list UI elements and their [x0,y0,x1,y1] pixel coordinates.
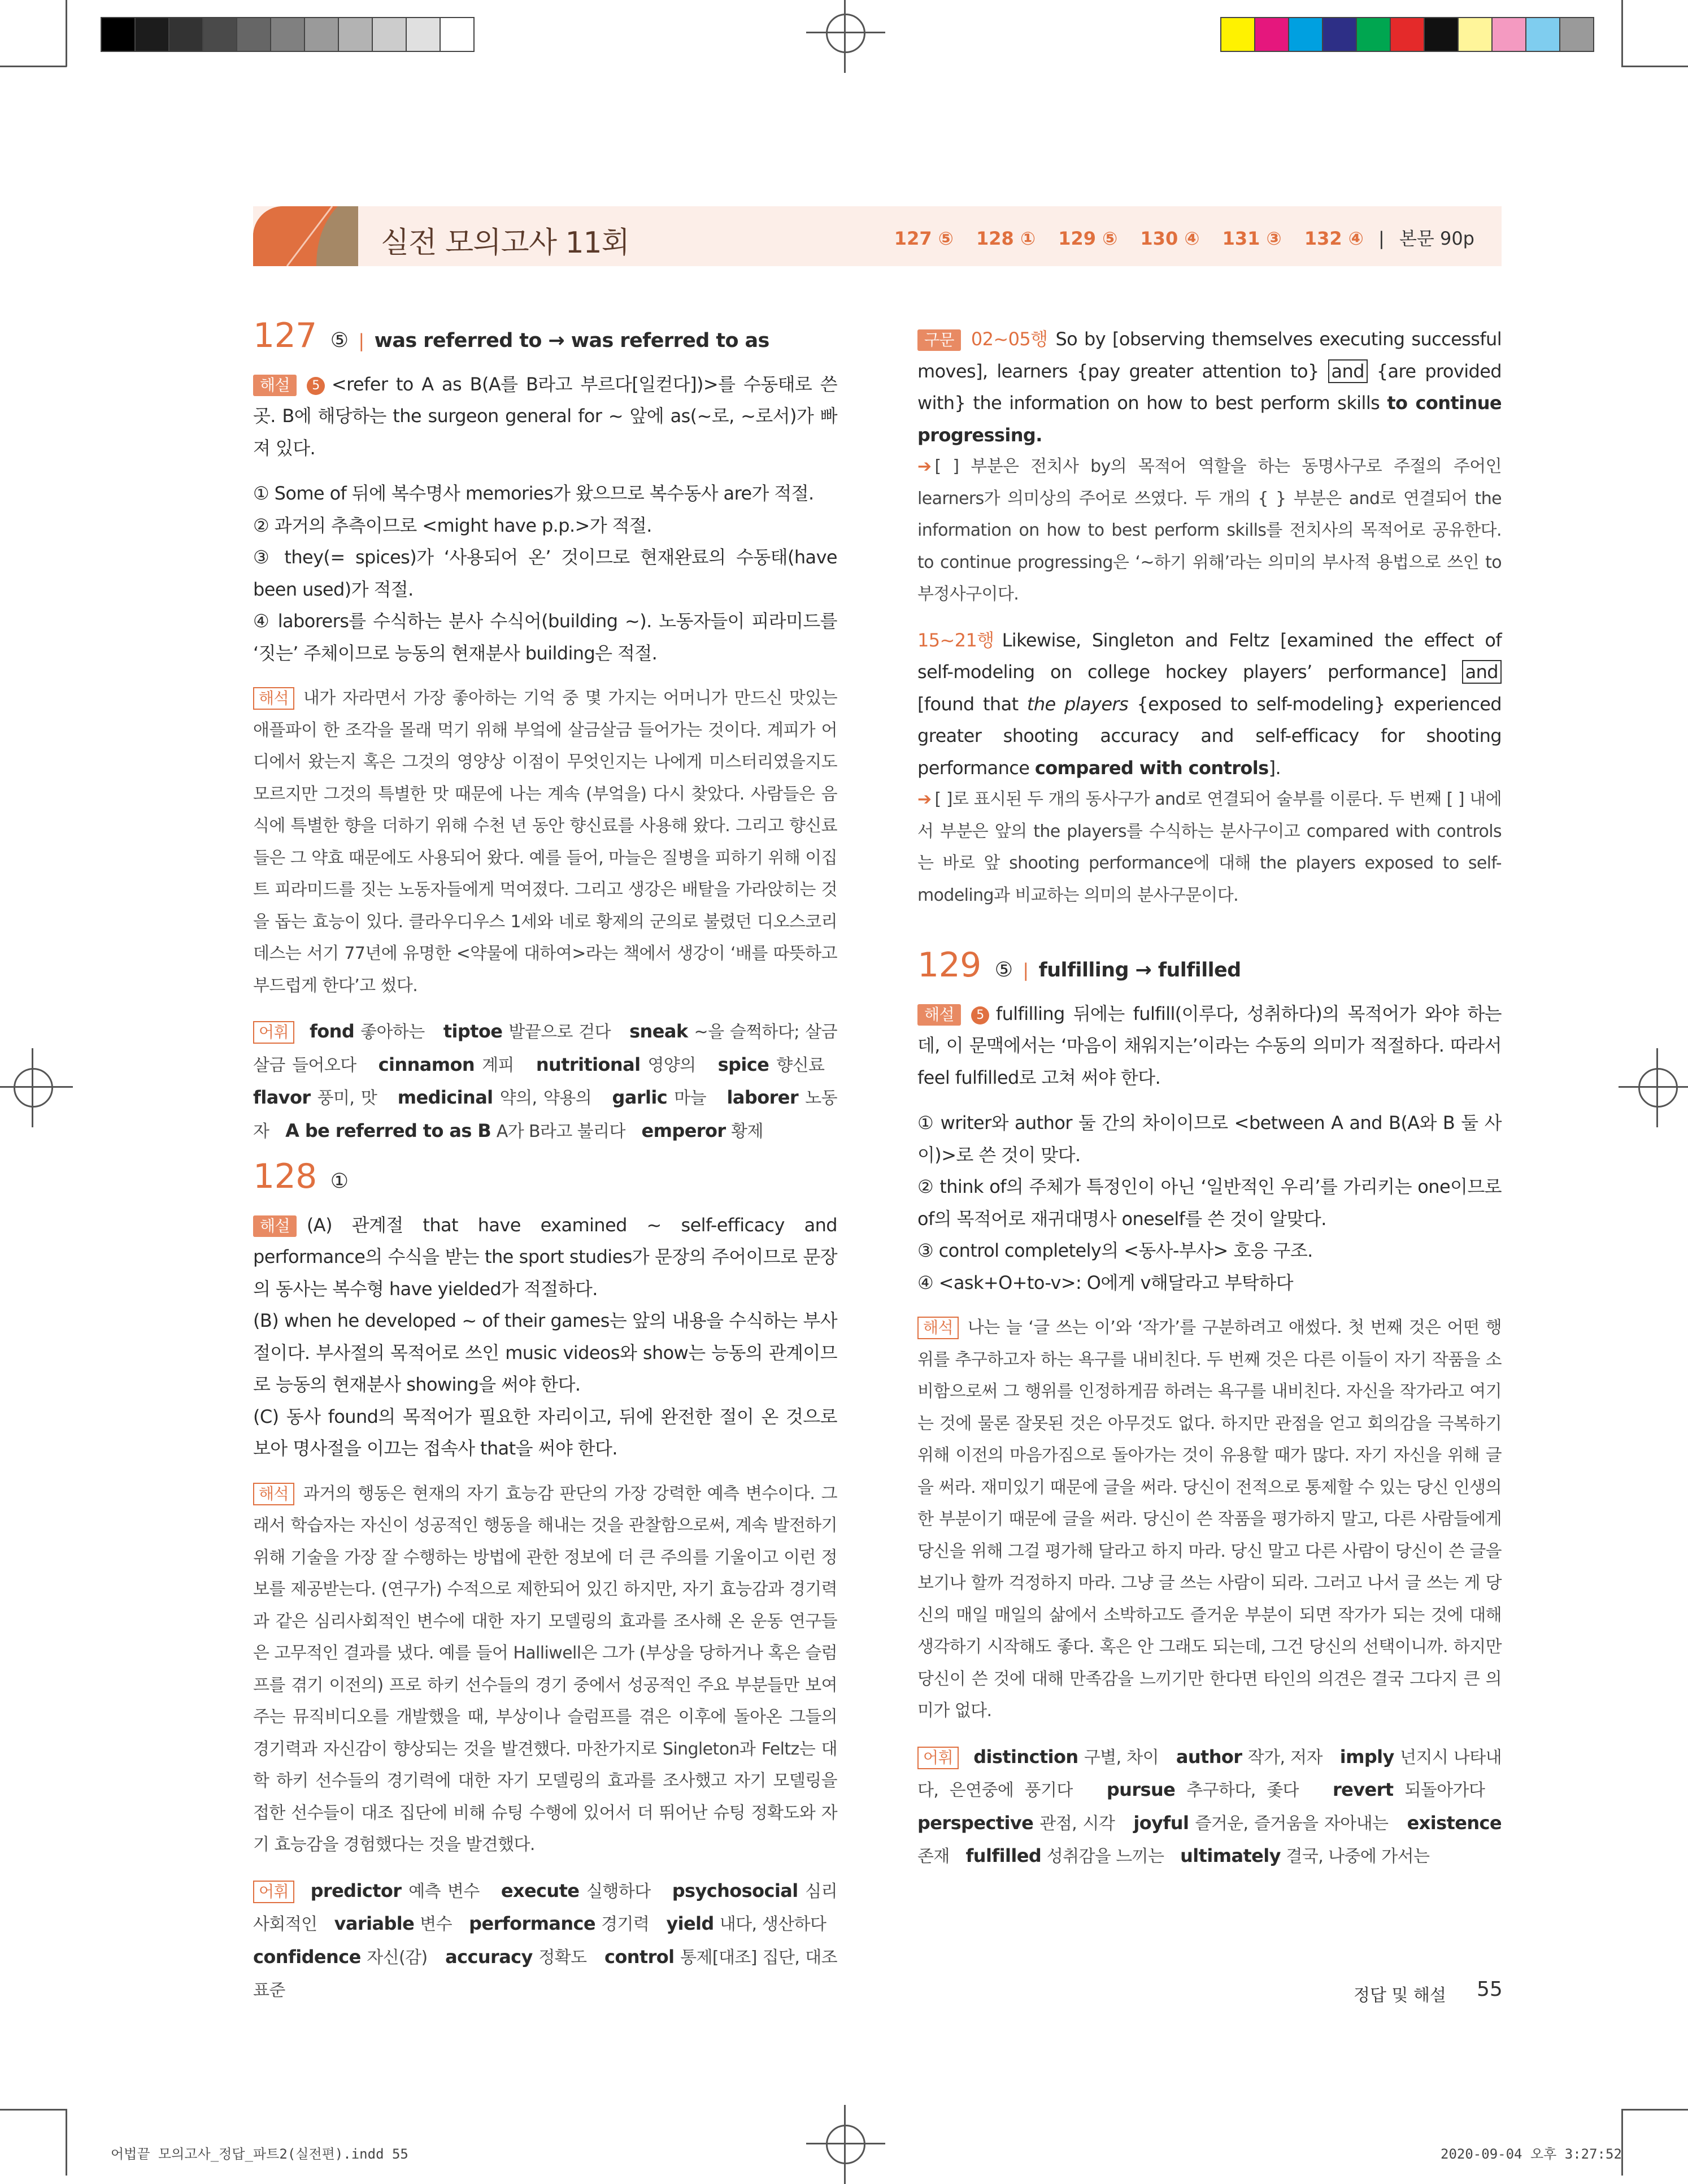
vocab-word: joyful [1133,1812,1189,1834]
tag-translation: 해석 [253,1483,294,1505]
question-number: 128 [253,1157,317,1196]
syntax-text: So by [observing themselves executing successful moves], learners {pay greater attention to} [917,328,1502,382]
tag-vocabulary: 어휘 [253,1021,294,1044]
translation [253,1478,837,1861]
question-number: 129 [917,945,981,985]
vocabulary [253,1875,837,2007]
question-128 [253,1157,838,2007]
crop-mark [0,2109,67,2111]
choice-note: ① Some of 뒤에 복수명사 memories가 왔으므로 복수동사 are가 적절. [253,483,814,504]
vocab-word: distinction [973,1746,1078,1768]
explanation-text: fulfilling 뒤에는 fulfill(이루다, 성취하다)의 목적어가 와야 하는데, 이 문맥에서는 ‘마음이 채워지는’이라는 수동의 의미가 적절하다. 따라서 feel fulfilled로 고쳐 써야 한다. [917,1002,1502,1088]
syntax-sentence-2 [917,624,1502,784]
header-logo [253,206,358,266]
syntax-text: ]. [1268,757,1281,779]
vocab-meaning: 넌지시 나타내다, 은연중에 풍기다 [917,1747,1502,1800]
vocab-meaning: 관점, 시각 [1039,1813,1115,1834]
syntax-italic: the players [1026,693,1129,715]
registration-mark [826,2125,865,2164]
syntax-notes [917,323,1502,911]
vocab-meaning: 추구하다, 좇다 [1186,1781,1299,1800]
registration-mark [826,14,865,53]
vocab-word: yield [666,1913,714,1934]
answer-key: 127 ⑤ [894,228,954,249]
section-header [253,206,1502,266]
question-answer: ⑤ [330,329,349,352]
choice-note: ② think of의 주체가 특정인이 아닌 ‘일반적인 우리’를 가리키는 one이므로 of의 목적어로 재귀대명사 oneself를 쓴 것이 알맞다. [917,1176,1502,1230]
explanation-b: (B) when he developed ~ of their games는 앞의 내용을 수식하는 부사절이다. 부사절의 목적어로 쓰인 music videos와 show는 능동의 관계이므로 능동의 현재분사 showing을 써야 한다. [253,1310,837,1395]
vocab-meaning: A가 B라고 불리다 [496,1121,625,1141]
tag-syntax: 구문 [917,329,961,351]
explanation [253,1209,837,1305]
vocab-word: medicinal [397,1087,493,1108]
translation-text: 나는 늘 ‘글 쓰는 이’와 ‘작가’를 구분하려고 애썼다. 첫 번째 것은 어떤 행위를 추구하고자 하는 욕구를 내비친다. 두 번째 것은 다른 이들이 자기 작품을 소비함으로써 그 행위를 인정하게끔 하려는 욕구를 내비친다. 자신을 작가라고 여기는 것에 물론 잘못된 것은 아무것도 없다. 하지만 관점을 얻고 회의감을 극복하기 위해 이전의 마음가짐으로 돌아가는 것이 유용할 때가 많다. 자기 자신을 위해 글을 써라. 재미있기 때문에 글을 써라. 당신이 전적으로 통제할 수 있는 당신 인생의 한 부분이기 때문에 글을 써라. 당신이 쓴 작품을 평가하지 말고, 다른 사람들에게 당신을 위해 그걸 평가해 달라고 하지 마라. 당신 말고 다른 사람이 당신이 쓴 글을 보기나 할까 걱정하지 마라. 그냥 글 쓰는 사람이 되라. 그러고 나서 글 쓰는 게 당신의 매일 매일의 삶에서 소박하고도 즐거운 부분이 되면 작가가 되는 것에 대해 생각하기 시작해도 좋다. 혹은 안 그래도 되는데, 그건 당신의 선택이니까. 하지만 당신이 쓴 것에 대해 만족감을 느끼기만 한다면 타인의 의견은 결국 그다지 큰 의미가 없다. [917,1318,1502,1721]
vocab-meaning: 자신(감) [367,1947,428,1968]
translation-text: 과거의 행동은 현재의 자기 효능감 판단의 가장 강력한 예측 변수이다. 그래서 학습자는 자신이 성공적인 행동을 해내는 것을 관찰함으로써, 계속 발전하기 위해 기술을 가장 잘 수행하는 방법에 관한 정보에 더 큰 주의를 기울이고 이런 정보를 제공받는다. (연구가) 수적으로 제한되어 있긴 하지만, 자기 효능감과 경기력과 같은 심리사회적인 변수에 대한 자기 모델링의 효과를 조사해 온 운동 연구들은 고무적인 결과를 냈다. 예를 들어 Halliwell은 그가 (부상을 당하거나 혹은 슬럼프를 겪기 이전의) 프로 하키 선수들의 경기 중에서 성공적인 주요 부분들만 보여 주는 뮤직비디오를 개발했을 때, 부상이나 슬럼프를 겪은 이후에 돌아온 그들의 경기력과 자신감이 향상되는 것을 발견했다. 마찬가지로 Singleton과 Feltz는 대학 하키 선수들의 경기력에 대한 자기 모델링의 효과를 조사했고 자기 모델링을 접한 선수들이 대조 집단에 비해 슈팅 수행에 있어서 더 뛰어난 슈팅 정확도와 자기 효능감을 경험했다는 것을 발견했다. [253,1483,837,1855]
crop-mark [0,66,67,67]
vocab-word: cinnamon [378,1053,475,1075]
vocab-word: predictor [310,1879,402,1901]
vocab-meaning: 되돌아가다 [1404,1781,1485,1800]
arrow-icon: ➔ [917,789,932,809]
tag-translation: 해석 [253,687,294,710]
vocab-word: emperor [641,1119,726,1141]
vocab-meaning: 변수 [420,1914,453,1934]
syntax-bold: compared with controls [1034,757,1269,779]
choice-note: ① writer와 author 둘 간의 차이이므로 <between A and B(A와 B 둘 사이)>로 쓴 것이 맞다. [917,1112,1502,1166]
vocab-meaning: 존재 [917,1847,950,1866]
question-129 [917,945,1502,1873]
syntax-note-2 [917,784,1502,911]
choice-notes [253,477,837,669]
choice-circle: 5 [971,1006,989,1024]
choice-note: ④ <ask+O+to-v>: O에게 v해달라고 부탁하다 [917,1271,1293,1293]
print-slug-filename: 어법끝 모의고사_정답_파트2(실전편).indd 55 [111,2146,408,2162]
vocab-meaning: 경기력 [601,1914,650,1934]
vocab-word: confidence [253,1946,361,1968]
answer-summary: 127 ⑤ 128 ① 129 ⑤ 130 ④ 131 ③ 132 ④ | 본문 90p [894,228,1474,249]
arrow-icon: ➔ [917,457,932,476]
answer-key: 128 ① [976,228,1036,249]
vocab-meaning: 내다, 생산하다 [719,1914,826,1934]
vocab-word: nutritional [536,1053,641,1075]
crop-mark [1621,2109,1688,2111]
explanation-text: (A) 관계절 that have examined ~ self-efficacy and performance의 수식을 받는 the sport studies가 문장의 주어이므로 문장의 동사는 복수형 have yielded가 적절하다. [253,1214,837,1300]
answer-key: 129 ⑤ [1058,228,1118,249]
tag-vocabulary: 어휘 [917,1747,959,1769]
explanation [253,368,837,464]
syntax-note-text: [ ]로 표시된 두 개의 동사구가 and로 연결되어 술부를 이룬다. 두 번째 [ ] 내에서 부분은 앞의 the players를 수식하는 분사구이고 compared with controls는 바로 앞 shooting performance에 대해 the players exposed to self-modeling과 비교하는 의미의 분사구문이다. [917,789,1502,905]
question-answer: ① [330,1170,349,1193]
choice-note: ② 과거의 추측이므로 <might have p.p.>가 적절. [253,514,652,536]
vocab-meaning: 노동자 [253,1088,837,1141]
vocab-word: fond [309,1021,355,1042]
vocab-word: imply [1339,1746,1394,1768]
vocab-meaning: 실행하다 [586,1881,651,1901]
registration-mark [14,1068,53,1108]
answer-key: 132 ④ [1304,228,1364,249]
choice-notes [917,1107,1502,1299]
choice-note: ③ they(= spices)가 ‘사용되어 온’ 것이므로 현재완료의 수동태(have been used)가 적절. [253,546,837,600]
question-correction: fulfilling → fulfilled [1038,959,1241,982]
vocab-word: existence [1407,1812,1502,1834]
vocabulary [253,1015,837,1148]
question-number: 127 [253,316,317,355]
registration-mark [1638,1068,1678,1108]
explanation-c: (C) 동사 found의 목적어가 필요한 자리이고, 뒤에 완전한 절이 온 것으로 보아 명사절을 이끄는 접속사 that을 써야 한다. [253,1405,837,1459]
choice-note: ③ control completely의 <동사-부사> 호응 구조. [917,1240,1313,1261]
answer-key: 131 ③ [1222,228,1282,249]
vocab-meaning: 좋아하는 [360,1022,425,1042]
boxed-conjunction: and [1328,359,1368,383]
question-127-heading: 127 ⑤ | was referred to → was referred to as [253,320,837,357]
syntax-note-1 [917,451,1502,611]
syntax-sentence-1 [917,323,1502,451]
vocab-meaning: 향신료 [776,1055,825,1075]
vocab-meaning: 작가, 저자 [1247,1747,1322,1768]
header-logo-shape [253,206,358,266]
question-128-heading [253,1157,837,1198]
translation [917,1312,1502,1727]
syntax-note-text: [ ] 부분은 전치사 by의 목적어 역할을 하는 동명사구로 주절의 주어인 learners가 의미상의 주어로 쓰였다. 두 개의 { } 부분은 and로 연결되어 the information on how to best perform skills를 전치사의 목적어로 공유한다. to continue progressing은 ‘~하기 위해’라는 의미의 부사적 용법으로 쓰인 to부정사구이다. [917,457,1502,604]
tag-explanation: 해설 [917,1004,961,1026]
vocab-word: laborer [726,1087,799,1108]
choice-note: ④ laborers를 수식하는 분사 수식어(building ~). 노동자들이 피라미드를 ‘짓는’ 주체이므로 능동의 현재분사 building은 적절. [253,610,837,664]
vocab-word: fulfilled [965,1845,1042,1866]
syntax-text: {exposed to self-modeling} experienced greater shooting accuracy and self-efficacy for shooting performance [917,693,1502,779]
vocab-meaning: 예측 변수 [408,1881,480,1901]
crop-mark [1621,66,1688,67]
vocab-meaning: 통제[대조] 집단, 대조 표준 [253,1947,838,2000]
print-slug-timestamp: 2020-09-04 오후 3:27:52 [1441,2146,1622,2162]
vocab-word: perspective [917,1812,1034,1834]
tag-translation: 해석 [917,1317,959,1339]
crop-mark [1621,2109,1623,2176]
vocab-meaning: 계피 [482,1055,514,1075]
vocab-word: tiptoe [443,1021,503,1042]
vocab-word: flavor [253,1087,311,1108]
vocab-word: variable [334,1913,415,1934]
syntax-text: {are provided with} the information on how to best perform skills [917,360,1502,414]
vocab-word: execute [501,1879,580,1901]
syntax-text: [found that [917,693,1019,715]
vocab-word: performance [469,1913,596,1934]
translation-text: 내가 자라면서 가장 좋아하는 기억 중 몇 가지는 어머니가 만드신 맛있는 애플파이 한 조각을 몰래 먹기 위해 부엌에 살금살금 들어가는 것이다. 계피가 어디에서 왔는지 혹은 그것의 영양상 이점이 무엇인지는 나에게 미스터리였을지도 모르지만 그것의 특별한 맛 때문에 나는 계속 (부엌을) 다시 찾았다. 사람들은 음식에 특별한 향을 더하기 위해 수천 년 동안 향신료를 사용해 왔다. 그리고 향신료들은 그 약효 때문에도 사용되어 왔다. 예를 들어, 마늘은 질병을 피하기 위해 이집트 피라미드를 짓는 노동자들에게 먹여졌다. 그리고 생강은 배탈을 가라앉히는 것을 돕는 효능이 있다. 클라우디우스 1세와 네로 황제의 군의로 불렸던 디오스코리데스는 서기 77년에 유명한 <약물에 대하여>라는 책에서 생강이 ‘배를 따뜻하고 부드럽게 한다’고 썼다. [253,688,837,996]
vocab-meaning: 약의, 약용의 [499,1088,592,1108]
vocab-meaning: 황제 [731,1121,763,1141]
tag-vocabulary: 어휘 [253,1881,294,1903]
vocab-word: A be referred to as B [285,1119,491,1141]
test-title: 실전 모의고사 11회 [381,226,629,260]
translation [253,683,837,1002]
question-correction: was referred to → was referred to as [374,329,769,352]
vocab-meaning: 심리 사회적인 [253,1881,838,1934]
vocab-meaning: ~을 슬쩍하다; 살금살금 들어오다 [253,1022,838,1075]
vocab-word: sneak [629,1021,688,1042]
vocab-word: spice [717,1053,769,1075]
vocab-meaning: 영양의 [647,1055,696,1075]
crop-mark [66,2109,67,2176]
crop-mark [1621,0,1623,67]
vocab-word: pursue [1106,1779,1176,1800]
tag-explanation: 해설 [253,375,297,396]
question-127 [253,316,838,1148]
syntax-text: Likewise, Singleton and Feltz [examined the effect of self-modeling on college hockey players’ performance] [917,629,1502,683]
vocab-word: ultimately [1180,1845,1281,1866]
grayscale-color-bar [101,17,475,52]
process-color-bar [1220,17,1594,52]
vocabulary [917,1741,1502,1873]
vocab-word: author [1176,1746,1242,1768]
tag-explanation: 해설 [253,1215,297,1237]
syntax-bold: to continue progressing. [917,392,1502,446]
line-reference: 15~21행 [917,629,994,651]
footer-section-label: 정답 및 해설 [1354,1986,1446,2005]
vocab-word: psychosocial [672,1879,798,1901]
vocab-meaning: 마늘 [674,1088,707,1108]
vocab-word: garlic [612,1087,668,1108]
question-129-heading: 129 ⑤ | fulfilling → fulfilled [917,949,1502,987]
vocab-word: accuracy [445,1946,533,1968]
line-reference: 02~05행 [971,328,1048,350]
vocab-meaning: 발끝으로 걷다 [508,1022,611,1042]
vocab-meaning: 정확도 [538,1947,587,1968]
vocab-meaning: 즐거운, 즐거움을 자아내는 [1195,1813,1389,1834]
page-reference: 본문 90p [1399,228,1474,249]
page-number: 55 [1477,1978,1503,2001]
vocab-word: revert [1332,1779,1394,1800]
crop-mark [66,0,67,67]
answer-key: 130 ④ [1140,228,1200,249]
vocab-meaning: 결국, 나중에 가서는 [1286,1847,1430,1866]
vocab-meaning: 풍미, 맛 [317,1088,377,1108]
vocab-meaning: 성취감을 느끼는 [1046,1847,1164,1866]
question-answer: ⑤ [994,958,1013,982]
explanation [917,998,1502,1094]
explanation-text: <refer to A as B(A를 B라고 부르다[일컫다])>를 수동태로 쓴 곳. B에 해당하는 the surgeon general for ~ 앞에 as(~로, ~로서)가 빠져 있다. [253,373,837,459]
vocab-word: control [604,1946,675,1968]
choice-circle: 5 [307,377,325,395]
vocab-meaning: 구별, 차이 [1084,1747,1159,1768]
boxed-conjunction: and [1462,660,1502,684]
